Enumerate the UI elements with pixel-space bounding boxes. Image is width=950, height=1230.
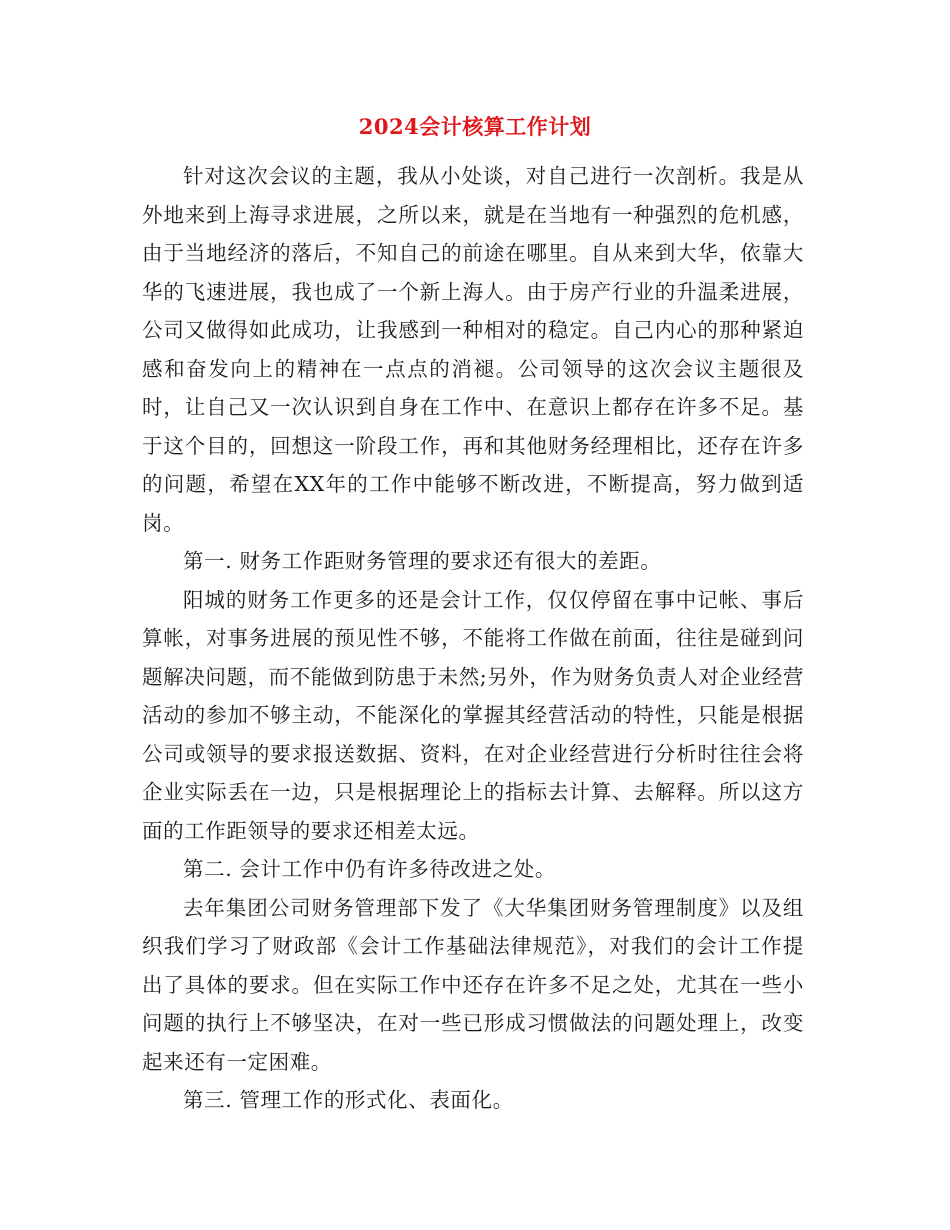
section-heading-third: 第三. 管理工作的形式化、表面化。 [183,1088,514,1112]
section-heading-first: 第一. 财务工作距财务管理的要求还有很大的差距。 [183,549,662,573]
document-title: 2024会计核算工作计划 [358,114,592,139]
paragraph-second-detail: 去年集团公司财务管理部下发了《大华集团财务管理制度》以及组织我们学习了财政部《会计工作基础法律规范》，对我们的会计工作提出了具体的要求。但在实际工作中还存在许多不足之处，尤其在一些小问题的执行上不够坚决，在对一些已形成习惯做法的问题处理上，改变起来还有一定困难。 [142,895,804,1074]
paragraph-first-detail: 阳城的财务工作更多的还是会计工作，仅仅停留在事中记帐、事后算帐，对事务进展的预见性不够，不能将工作做在前面，往往是碰到问题解决问题，而不能做到防患于未然;另外，作为财务负责人对企业经营活动的参加不够主动，不能深化的掌握其经营活动的特性，只能是根据公司或领导的要求报送数据、资料，在对企业经营进行分析时往往会将企业实际丢在一边，只是根据理论上的指标去计算、去解释。所以这方面的工作距领导的要求还相差太远。 [142,587,804,843]
document-body [142,157,804,1120]
paragraph-intro: 针对这次会议的主题，我从小处谈，对自己进行一次剖析。我是从外地来到上海寻求进展，之所以来，就是在当地有一种强烈的危机感，由于当地经济的落后，不知自己的前途在哪里。自从来到大华，依靠大华的飞速进展，我也成了一个新上海人。由于房产行业的升温柔进展，公司又做得如此成功，让我感到一种相对的稳定。自己内心的那种紧迫感和奋发向上的精神在一点点的消褪。公司领导的这次会议主题很及时，让自己又一次认识到自身在工作中、在意识上都存在许多不足。基于这个目的，回想这一阶段工作，再和其他财务经理相比，还存在许多的问题，希望在XX年的工作中能够不断改进，不断提高，努力做到适岗。 [142,164,804,535]
section-heading-second: 第二. 会计工作中仍有许多待改进之处。 [183,857,556,881]
